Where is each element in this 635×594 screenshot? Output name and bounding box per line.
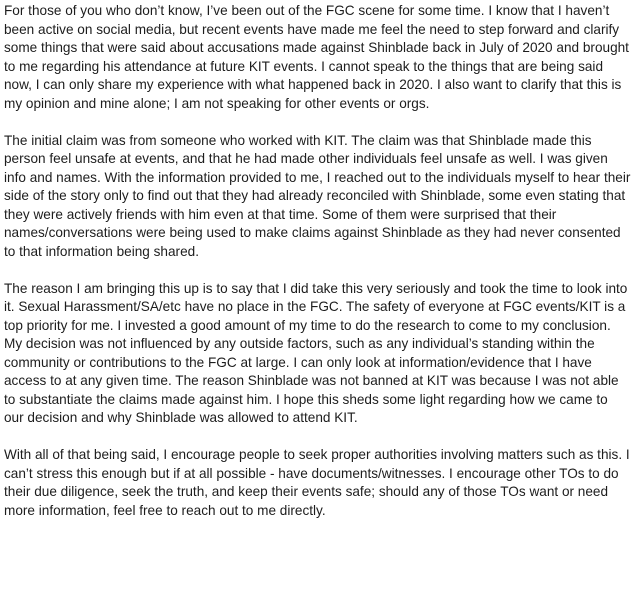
paragraph-intro: For those of you who don’t know, I’ve been out of the FGC scene for some time. I know that I haven’t been active on social media, but recent events have made me feel the need to step forward and clarify some things that were said about accusations made against Shinblade back in July of 2020 and brought to me regarding his attendance at future KIT events. I cannot speak to the things that are being said now, I can only share my experience with what happened back in 2020. I also want to clarify that this is my opinion and mine alone; I am not speaking for other events or orgs. [4,3,629,111]
paragraph-reason: The reason I am bringing this up is to say that I did take this very seriously and took the time to look into it. Sexual Harassment/SA/etc have no place in the FGC. The safety of everyone at FGC events/KIT is a top priority for me. I invested a good amount of my time to do the research to come to my conclusion. My decision was not influenced by any outside factors, such as any individual’s standing within the community or contributions to the FGC at large. I can only look at information/evidence that I have access to at any given time. The reason Shinblade was not banned at KIT was because I was not able to substantiate the claims made against him. I hope this sheds some light regarding how we came to our decision and why Shinblade was allowed to attend KIT. [4,280,628,425]
paragraph-closing: With all of that being said, I encourage people to seek proper authorities involving matters such as this. I can’t stress this enough but if at all possible - have documents/witnesses. I encourage other TOs to do their due diligence, seek the truth, and keep their events safe; should any of those TOs want or need more information, feel free to reach out to me directly. [4,447,630,518]
paragraph-initial-claim: The initial claim was from someone who worked with KIT. The claim was that Shinblade made this person feel unsafe at events, and that he had made other individuals feel unsafe as well. I was given info and names. With the information provided to me, I reached out to the individuals myself to hear their side of the story only to find out that they had already reconciled with Shinblade, some even stating that they were actively friends with him even at that time. Some of them were surprised that their names/conversations were being used to make claims against Shinblade as they had never consented to that information being shared. [4,132,631,259]
